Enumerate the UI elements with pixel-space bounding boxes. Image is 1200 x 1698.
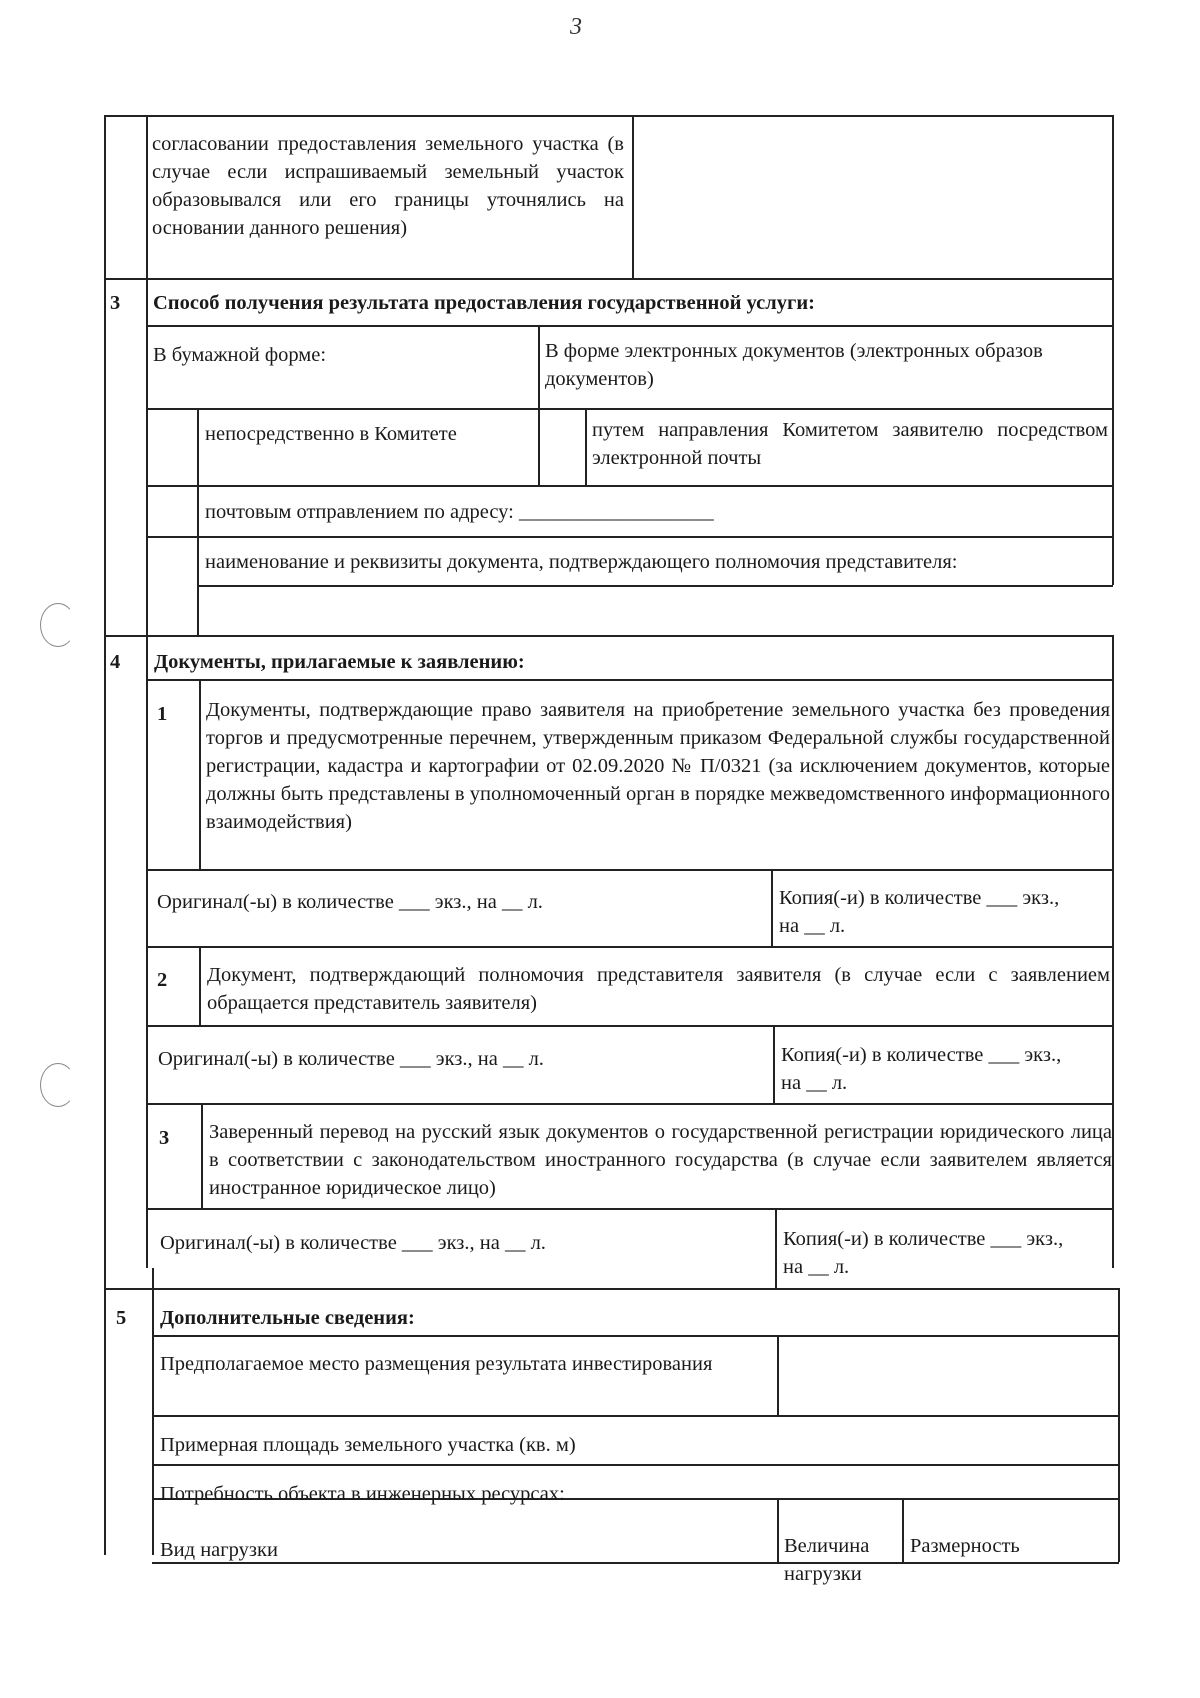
document-description: Документы, подтверждающие право заявителя на приобретение земельного участка без проведения торгов и предусмотренные перечнем, утвержденным приказом Федеральной службы государственной регистрации, кадастра и картографии от 02.09.2020 № П/0321 (за исключением документов, которые должны быть представлены в уполномоченный орган в порядке межведомственного информационного взаимодействия): [206, 699, 1110, 833]
section-number: 5: [116, 1307, 127, 1329]
paper-form-label: В бумажной форме:: [153, 344, 327, 366]
load-type-header: Вид нагрузки: [160, 1539, 278, 1561]
original-count-text: Оригинал(-ы) в количестве ___ экз., на __ л.: [158, 1048, 544, 1070]
option-by-post: почтовым отправлением по адресу: ___________________: [205, 501, 714, 523]
punch-hole-mark: [40, 603, 76, 647]
section-number: 4: [110, 651, 121, 673]
section-title: Способ получения результата предоставления государственной услуги:: [153, 292, 815, 314]
option-in-committee: непосредственно в Комитете: [205, 423, 457, 445]
option-by-email: путем направления Комитетом заявителю посредством электронной почты: [592, 419, 1108, 469]
document-description: Заверенный перевод на русский язык документов о государственной регистрации юридического лица в соответствии с законодательством иностранного государства (в случае если заявителем является иностранное юридическое лицо): [209, 1121, 1112, 1199]
dimension-header: Размерность: [910, 1535, 1020, 1557]
section-title: Документы, прилагаемые к заявлению:: [154, 651, 525, 673]
document-description: Документ, подтверждающий полномочия представителя заявителя (в случае если с заявлением обращается представитель заявителя): [207, 964, 1110, 1014]
page-number: 3: [570, 14, 582, 40]
electronic-form-label: В форме электронных документов (электронных образов документов): [545, 340, 1043, 390]
continuation-text: согласовании предоставления земельного участка (в случае если испрашиваемый земельный участок образовывался или его границы уточнялись на основании данного решения): [152, 133, 624, 239]
section-number: 3: [110, 292, 121, 314]
item-number: 3: [159, 1127, 170, 1149]
copy-count-text: Копия(-и) в количестве ___ экз., на __ л.: [779, 887, 1060, 937]
item-number: 2: [157, 969, 168, 991]
engineering-needs-label: Потребность объекта в инженерных ресурсах:: [160, 1483, 565, 1505]
item-number: 1: [157, 703, 168, 725]
section-title: Дополнительные сведения:: [160, 1307, 415, 1329]
load-value-header: Величина нагрузки: [784, 1535, 870, 1585]
original-count-text: Оригинал(-ы) в количестве ___ экз., на __ л.: [157, 891, 543, 913]
representative-document-label: наименование и реквизиты документа, подтверждающего полномочия представителя:: [205, 551, 958, 573]
copy-count-text: Копия(-и) в количестве ___ экз., на __ л.: [781, 1044, 1062, 1094]
copy-count-text: Копия(-и) в количестве ___ экз., на __ л.: [783, 1228, 1064, 1278]
original-count-text: Оригинал(-ы) в количестве ___ экз., на __ л.: [160, 1232, 546, 1254]
investment-place-label: Предполагаемое место размещения результата инвестирования: [160, 1353, 713, 1375]
punch-hole-mark: [40, 1063, 76, 1107]
land-area-label: Примерная площадь земельного участка (кв. м): [160, 1434, 576, 1456]
